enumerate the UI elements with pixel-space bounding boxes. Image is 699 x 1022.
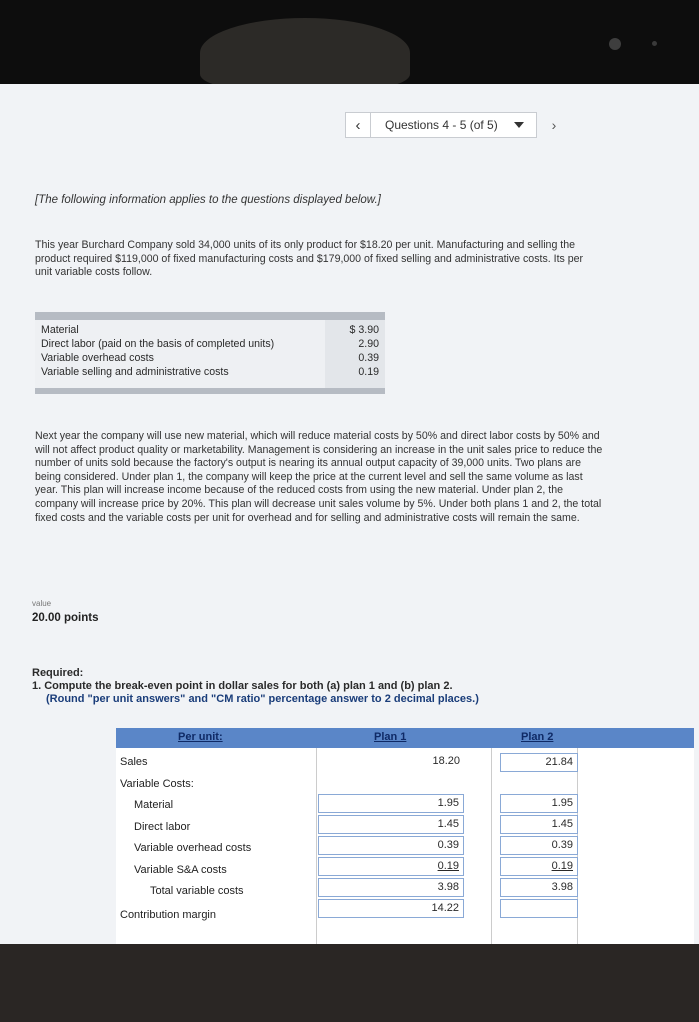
plan1-cm-value: 14.22 bbox=[431, 902, 459, 914]
prev-question-button[interactable] bbox=[345, 112, 371, 138]
row-label-cm: Contribution margin bbox=[120, 909, 216, 921]
plan2-direct-labor-value: 1.45 bbox=[551, 818, 573, 830]
plan1-direct-labor[interactable] bbox=[318, 815, 464, 834]
cost-value: 0.39 bbox=[358, 352, 379, 364]
sensor-dot bbox=[652, 41, 657, 46]
row-label-sales: Sales bbox=[120, 756, 148, 768]
plan1-sales[interactable] bbox=[318, 753, 464, 772]
cost-value: 2.90 bbox=[358, 338, 379, 350]
plan1-material[interactable] bbox=[318, 794, 464, 813]
plan1-sa[interactable] bbox=[318, 857, 464, 876]
value-label: value bbox=[32, 599, 52, 608]
cost-label: Variable overhead costs bbox=[41, 352, 154, 364]
question-label: Questions 4 - 5 (of 5) bbox=[385, 118, 498, 132]
plan2-sa[interactable] bbox=[500, 857, 578, 876]
column-divider bbox=[491, 748, 492, 944]
plan2-direct-labor[interactable] bbox=[500, 815, 578, 834]
plan1-total[interactable] bbox=[318, 878, 464, 897]
cost-value: 0.19 bbox=[358, 366, 379, 378]
chevron-left-icon: ‹ bbox=[355, 116, 361, 134]
plan2-overhead[interactable] bbox=[500, 836, 578, 855]
next-question-button[interactable] bbox=[541, 112, 567, 138]
row-label-material: Material bbox=[134, 799, 174, 811]
required-instruction: 1. Compute the break-even point in dollar sales for both (a) plan 1 and (b) plan 2. bbox=[32, 680, 453, 692]
row-label-overhead: Variable overhead costs bbox=[134, 842, 252, 854]
cost-row bbox=[35, 337, 385, 351]
required-heading: Required: bbox=[32, 667, 84, 679]
plan1-direct-labor-value: 1.45 bbox=[437, 818, 459, 830]
cost-row bbox=[35, 323, 385, 337]
row-label-total: Total variable costs bbox=[150, 885, 244, 897]
cost-row bbox=[35, 351, 385, 365]
plan1-sa-value: 0.19 bbox=[437, 860, 459, 872]
plan2-total[interactable] bbox=[500, 878, 578, 897]
plan1-cm[interactable] bbox=[318, 899, 464, 918]
answer-grid bbox=[116, 728, 694, 944]
question-navigator bbox=[345, 112, 567, 138]
row-label-direct-labor: Direct labor bbox=[134, 821, 191, 833]
camera-dot bbox=[609, 38, 621, 50]
paragraph-2: Next year the company will use new material, which will reduce material costs by 50% and direct labor costs by 50% and will not affect product quality or marketability. Management is considering an increase in the unit sales price to reduce the number of units sold because the factory's output is nearing its annual output capacity of 39,000 units. Two plans are being considered. Under plan 1, the company will keep the price at the current level and sell the same volume as last year. This plan will increase income because of the reduced costs from using the new material. Under plan 2, the company will increase price by 20%. This plan will decrease unit sales volume by 5%. Under both plans 1 and 2, the total fixed costs and the variable costs per unit for overhead and for selling and administrative costs will remain the same. bbox=[35, 430, 603, 524]
plan2-sales[interactable] bbox=[500, 753, 578, 772]
header-plan1: Plan 1 bbox=[374, 731, 407, 743]
plan2-overhead-value: 0.39 bbox=[551, 839, 573, 851]
plan2-total-value: 3.98 bbox=[551, 881, 573, 893]
plan1-overhead-value: 0.39 bbox=[437, 839, 459, 851]
plan1-overhead[interactable] bbox=[318, 836, 464, 855]
row-label-sa: Variable S&A costs bbox=[134, 864, 227, 876]
chevron-right-icon: › bbox=[551, 117, 557, 133]
device-top-bezel bbox=[0, 0, 699, 84]
cost-label: Direct labor (paid on the basis of completed units) bbox=[41, 338, 275, 350]
paragraph-1: This year Burchard Company sold 34,000 units of its only product for $18.20 per unit. Manufacturing and selling the product required $119,000 of fixed manufacturing costs and $179,000 of fixed selling and administrative costs. Its per unit variable costs follow. bbox=[35, 239, 584, 279]
plan2-material-value: 1.95 bbox=[551, 797, 573, 809]
reflection-shape bbox=[200, 18, 410, 88]
screen bbox=[0, 84, 699, 944]
required-emphasis: (Round "per unit answers" and "CM ratio" percentage answer to 2 decimal places.) bbox=[46, 693, 479, 705]
plan1-sales-value: 18.20 bbox=[432, 755, 460, 767]
caret-down-icon bbox=[514, 122, 524, 128]
cost-value: $ 3.90 bbox=[349, 324, 379, 336]
column-divider bbox=[316, 748, 317, 944]
plan2-sa-value: 0.19 bbox=[551, 860, 573, 872]
header-per-unit: Per unit: bbox=[178, 731, 223, 743]
intro-note: [The following information applies to the questions displayed below.] bbox=[35, 194, 381, 206]
row-label-variable-costs: Variable Costs: bbox=[120, 778, 194, 790]
cost-label: Variable selling and administrative costs bbox=[41, 366, 229, 378]
question-dropdown[interactable] bbox=[371, 112, 537, 138]
plan2-material[interactable] bbox=[500, 794, 578, 813]
variable-cost-table bbox=[35, 312, 385, 394]
header-plan2: Plan 2 bbox=[521, 731, 554, 743]
plan1-total-value: 3.98 bbox=[437, 881, 459, 893]
cost-row bbox=[35, 365, 385, 379]
required-section bbox=[32, 667, 479, 706]
plan2-cm[interactable] bbox=[500, 899, 578, 918]
plan1-material-value: 1.95 bbox=[437, 797, 459, 809]
points-value: 20.00 points bbox=[32, 612, 99, 624]
grid-header bbox=[116, 728, 694, 748]
device-bottom-bezel bbox=[0, 944, 699, 1022]
cost-label: Material bbox=[41, 324, 79, 336]
plan2-sales-value: 21.84 bbox=[545, 756, 573, 768]
